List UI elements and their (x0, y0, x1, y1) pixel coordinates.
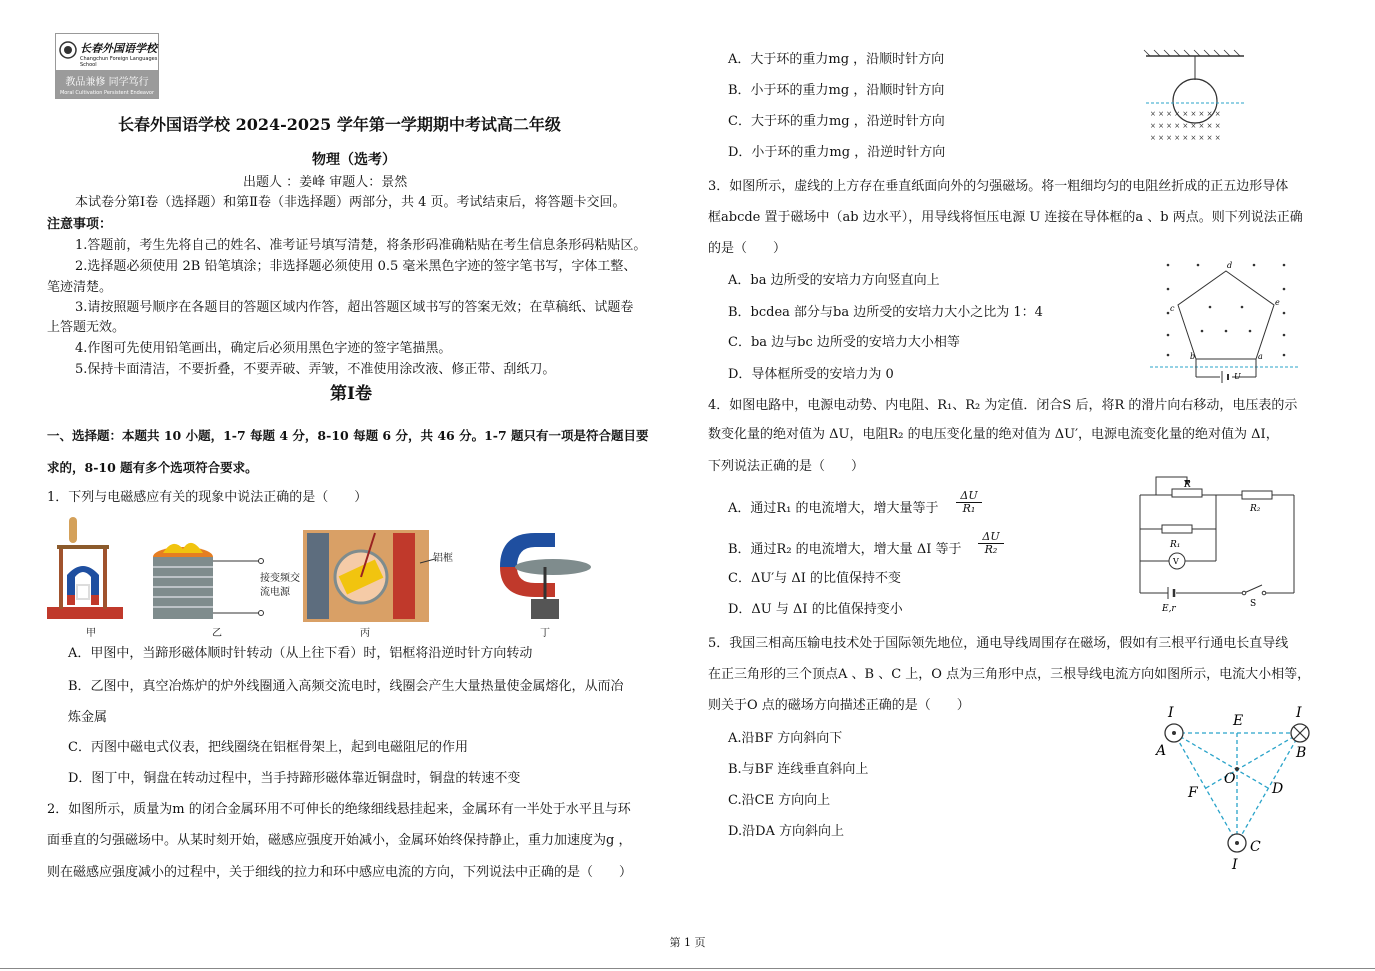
q2-option-a: A．大于环的重力mg ，沿顺时针方向 (728, 52, 945, 67)
notice-2: 2.选择题必须使用 2B 铅笔填涂；非选择题必须使用 0.5 毫米黑色字迹的签字笔书写，字体工整、 (75, 259, 637, 274)
q3-option-c: C．ba 边与bc 边所受的安培力大小相等 (728, 335, 960, 350)
q4-option-d: D．ΔU 与 ΔI 的比值保持变小 (728, 602, 903, 617)
fig-label-ding: 丁 (540, 628, 550, 639)
school-logo (55, 33, 159, 99)
q5-label-c: C (1250, 839, 1261, 855)
q1-stem: 1．下列与电磁感应有关的现象中说法正确的是（ ） (47, 490, 368, 505)
q5-label-e: E (1233, 713, 1244, 729)
q5-line-1: 5．我国三相高压输电技术处于国际领先地位，通电导线周围存在磁场，假如有三根平行通电长直导线 (708, 636, 1289, 651)
fig-label-bing: 丙 (360, 628, 370, 639)
q3-label-b: b (1190, 352, 1196, 361)
notice-heading: 注意事项： (47, 217, 113, 232)
notice-3: 3.请按照题号顺序在各题目的答题区域内作答，超出答题区域书写的答案无效；在草稿纸、试题卷 (75, 300, 634, 315)
fig2-note-2: 流电源 (260, 587, 290, 598)
subject-title: 物理（选考） (312, 152, 396, 168)
q3-label-d: d (1227, 261, 1233, 270)
page-footer: 第 1 页 (669, 936, 706, 949)
q5-triangle-figure (1150, 703, 1320, 871)
q3-option-a: A．ba 边所受的安培力方向竖直向上 (728, 273, 940, 288)
q2-option-b: B．小于环的重力mg ，沿顺时针方向 (728, 83, 945, 98)
q3-option-d: D．导体框所受的安培力为 0 (728, 367, 894, 382)
q5-option-c: C.沿CE 方向向上 (728, 793, 831, 808)
fig-label-jia: 甲 (86, 628, 96, 639)
q4-circuit-figure (1132, 475, 1304, 615)
q3-option-b: B．bcdea 部分与ba 边所受的安培力大小之比为 1：4 (728, 305, 1043, 320)
q3-label-a: a (1258, 352, 1263, 361)
logo-motto: 教品兼修 同学笃行 (65, 77, 149, 88)
q5-option-d: D.沿DA 方向斜向上 (728, 824, 845, 839)
fig3-note: 铝框 (433, 553, 453, 564)
q5-option-a: A.沿BF 方向斜向下 (728, 731, 843, 746)
page-title: 长春外国语学校 2024-2025 学年第一学期期中考试高二年级 (118, 115, 561, 134)
fig-jia-magnet-frame (47, 517, 123, 619)
svg-text:× × × × × × × × ×: × × × × × × × × × (1150, 134, 1221, 142)
q2-line-2: 面垂直的匀强磁场中。从某时刻开始，磁感应强度开始减小，金属环始终保持静止，重力加速度为g ， (47, 833, 632, 848)
notice-1: 1.答题前，考生先将自己的姓名、准考证号填写清楚，将条形码准确粘贴在考生信息条形码粘贴区。 (75, 238, 647, 253)
label-r1: R₁ (1170, 540, 1181, 550)
authors: 出题人 ：姜峰 审题人：景然 (243, 175, 408, 190)
q4-fraction-a-den: R₁ (962, 502, 976, 516)
q4-line-1: 4．如图电路中，电源电动势、内电阻、R₁、R₂ 为定值．闭合S 后，将R 的滑片向右移动，电压表的示 (708, 398, 1298, 413)
q3-label-c: c (1170, 304, 1175, 313)
q5-option-b: B.与BF 连线垂直斜向上 (728, 762, 869, 777)
bottom-divider (0, 968, 1375, 969)
q3-label-e: e (1275, 298, 1280, 307)
q5-line-3: 则关于O 点的磁场方向描述正确的是（ ） (708, 698, 970, 713)
q1-option-b-cont: 炼金属 (68, 710, 108, 725)
q5-label-i-a: I (1168, 705, 1174, 721)
q3-label-u: U (1234, 372, 1241, 381)
q5-label-a: A (1156, 743, 1167, 759)
part-title: 第Ⅰ卷 (330, 384, 372, 404)
q1-figures (45, 515, 610, 643)
q1-option-a: A．甲图中，当蹄形磁体顺时针转动（从上往下看）时，铝框将沿逆时针方向转动 (68, 646, 533, 661)
q5-label-f: F (1188, 785, 1198, 801)
q2-line-3: 则在磁感应强度减小的过程中，关于细线的拉力和环中感应电流的方向，下列说法中正确的是（ ） (47, 865, 633, 880)
fig-yi-furnace (153, 543, 264, 619)
notice-3-cont: 上答题无效。 (47, 320, 126, 335)
intro: 本试卷分第Ⅰ卷（选择题）和第Ⅱ卷（非选择题）两部分，共 4 页。考试结束后，将答题卡交回。 (75, 195, 626, 210)
label-er: E,r (1162, 604, 1176, 614)
label-r2: R₂ (1250, 504, 1261, 514)
q5-label-i-b: I (1296, 705, 1302, 721)
q5-label-o: O (1224, 771, 1236, 787)
label-s: S (1250, 599, 1257, 609)
q3-line-1: 3．如图所示，虚线的上方存在垂直纸面向外的匀强磁场。将一粗细均匀的电阻丝折成的正五边形导体 (708, 179, 1289, 194)
q2-line-1: 2．如图所示，质量为m 的闭合金属环用不可伸长的绝缘细线悬挂起来，金属环有一半处于水平且与环 (47, 802, 631, 817)
section-line-2: 求的，8-10 题有多个选项符合要求。 (47, 460, 258, 475)
q5-label-d: D (1272, 781, 1284, 797)
label-r: R (1184, 480, 1191, 490)
fig-label-yi: 乙 (212, 628, 222, 639)
q4-fraction-b-num: ΔU (978, 531, 1004, 544)
fig-ding-copper-disk (500, 533, 591, 619)
logo-school-name: 长春外国语学校 (80, 42, 157, 55)
label-v: V (1173, 557, 1179, 566)
q1-option-b: B．乙图中，真空冶炼炉的炉外线圈通入高频交流电时，线圈会产生大量热量使金属熔化，从而冶 (68, 679, 624, 694)
svg-text:× × × × × × × × ×: × × × × × × × × × (1150, 110, 1221, 118)
q2-ring-figure (1140, 48, 1255, 148)
q3-line-3: 的是（ ） (708, 241, 787, 256)
notice-2-cont: 笔迹清楚。 (47, 280, 113, 295)
q5-label-i-c: I (1232, 857, 1238, 871)
q1-option-c: C．丙图中磁电式仪表，把线圈绕在铝框骨架上，起到电磁阻尼的作用 (68, 740, 468, 755)
resistor-r1 (1162, 525, 1192, 533)
notice-4: 4.作图可先使用铅笔画出，确定后必须用黑色字迹的签字笔描黑。 (75, 341, 452, 356)
q4-option-b: B．通过R₂ 的电流增大，增大量 ΔI 等于 (728, 542, 962, 557)
fig-bing-meter (303, 530, 435, 622)
q5-label-b: B (1296, 745, 1307, 761)
q3-line-2: 框abcde 置于磁场中（ab 边水平），用导线将恒压电源 U 连接在导体框的a 、b 两点。则下列说法正确 (708, 210, 1303, 225)
notice-5: 5.保持卡面清洁，不要折叠，不要弄破、弄皱，不准使用涂改液、修正带、刮纸刀。 (75, 362, 556, 377)
q1-option-d: D．图丁中，铜盘在转动过程中，当手持蹄形磁体靠近铜盘时，铜盘的转速不变 (68, 771, 521, 786)
q5-line-2: 在正三角形的三个顶点A 、B 、C 上，O 点为三角形中点，三根导线电流方向如图所示，电流大小相等， (708, 667, 1311, 682)
q4-option-a: A．通过R₁ 的电流增大，增大量等于 (728, 501, 939, 516)
q2-option-c: C．大于环的重力mg ，沿逆时针方向 (728, 114, 945, 129)
resistor-r2 (1242, 491, 1272, 499)
logo-school-name-en: Changchun Foreign Languages School (80, 56, 158, 68)
q4-line-2: 数变化量的绝对值为 ΔU，电阻R₂ 的电压变化量的绝对值为 ΔU′，电源电流变化量的绝对值为 ΔI， (708, 427, 1279, 442)
q4-option-c: C．ΔU′与 ΔI 的比值保持不变 (728, 571, 902, 586)
rheostat-r (1172, 489, 1202, 497)
q3-pentagon-figure (1150, 255, 1300, 390)
fig2-note-1: 接变频交 (260, 573, 300, 584)
q4-fraction-b-den: R₂ (984, 543, 998, 557)
section-line-1: 一、选择题：本题共 10 小题，1-7 每题 4 分，8-10 每题 6 分，共 46 分。1-7 题只有一项是符合题目要 (47, 428, 649, 443)
q4-line-3: 下列说法正确的是（ ） (708, 459, 865, 474)
q4-fraction-b (978, 531, 1004, 556)
svg-text:× × × × × × × × ×: × × × × × × × × × (1150, 122, 1221, 130)
q4-fraction-a (956, 490, 982, 515)
q4-fraction-a-num: ΔU (956, 490, 982, 503)
q2-option-d: D．小于环的重力mg ，沿逆时针方向 (728, 145, 946, 160)
logo-motto-en: Moral Cultivation Persistent Endeavor (59, 90, 155, 96)
